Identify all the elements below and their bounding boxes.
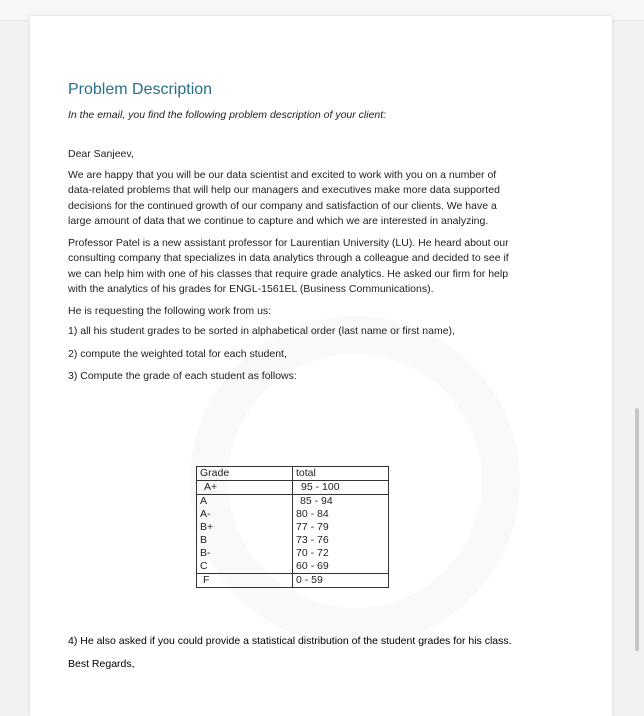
grade-table-row xyxy=(197,574,389,588)
closing: Best Regards, xyxy=(68,657,135,670)
total-group-cell xyxy=(293,495,389,574)
scrollbar-thumb[interactable] xyxy=(635,408,639,651)
total-cell: 70 - 72 xyxy=(296,547,329,559)
grade-cell: B- xyxy=(200,547,211,559)
grade-cell: B xyxy=(200,534,208,546)
total-cell: 73 - 76 xyxy=(296,534,329,546)
grade-header: Grade xyxy=(197,467,293,481)
total-cell: 85 - 94 xyxy=(300,495,333,507)
request-item-4: 4) He also asked if you could provide a statistical distribution of the student grades for his class. xyxy=(68,635,512,647)
total-cell: 95 - 100 xyxy=(293,481,389,495)
grade-cell: A- xyxy=(200,508,211,520)
grade-cell: A+ xyxy=(197,481,293,495)
request-item-3: 3) Compute the grade of each student as follows: xyxy=(68,370,297,382)
page-title: Problem Description xyxy=(68,81,213,98)
total-header: total xyxy=(293,467,389,481)
greeting: Dear Sanjeev, xyxy=(68,148,134,160)
subtitle: In the email, you find the following problem description of your client: xyxy=(68,109,387,121)
grade-cell: B+ xyxy=(200,521,214,533)
document-body-continued xyxy=(68,634,518,672)
grade-table-row xyxy=(197,481,389,495)
paragraph-request: He is requesting the following work from us: xyxy=(68,304,272,317)
grade-table-header-row xyxy=(197,467,389,481)
document-body xyxy=(68,80,518,385)
total-cell: 80 - 84 xyxy=(296,508,329,520)
total-cell: 60 - 69 xyxy=(296,560,329,572)
grade-cell: F xyxy=(197,574,293,588)
grade-group-cell xyxy=(197,495,293,574)
request-item-2: 2) compute the weighted total for each student, xyxy=(68,347,287,360)
grade-cell: A xyxy=(200,495,208,507)
total-cell: 0 - 59 xyxy=(293,574,389,588)
request-item-1: 1) all his student grades to be sorted in alphabetical order (last name or first name), xyxy=(68,325,455,337)
total-cell: 77 - 79 xyxy=(296,521,329,533)
grade-table-row-group xyxy=(197,495,389,574)
grade-table xyxy=(196,466,389,588)
paragraph-intro: We are happy that you will be our data scientist and excited to work with you on a number of data-related problems that will help our managers and executives make more data supported decisions for the continued growth of our company and satisfaction of our clients. We have a large amount of data that we continue to capture and which we are interested in analyzing. xyxy=(68,168,500,227)
paragraph-professor: Professor Patel is a new assistant professor for Laurentian University (LU). He heard about our consulting company that specializes in data analytics through a colleague and decided to see if we can help him with one of his classes that require grade analytics. He asked our firm for help with the analytics of his grades for ENGL-1561EL (Business Communications). xyxy=(68,236,509,295)
grade-cell: C xyxy=(200,560,208,572)
